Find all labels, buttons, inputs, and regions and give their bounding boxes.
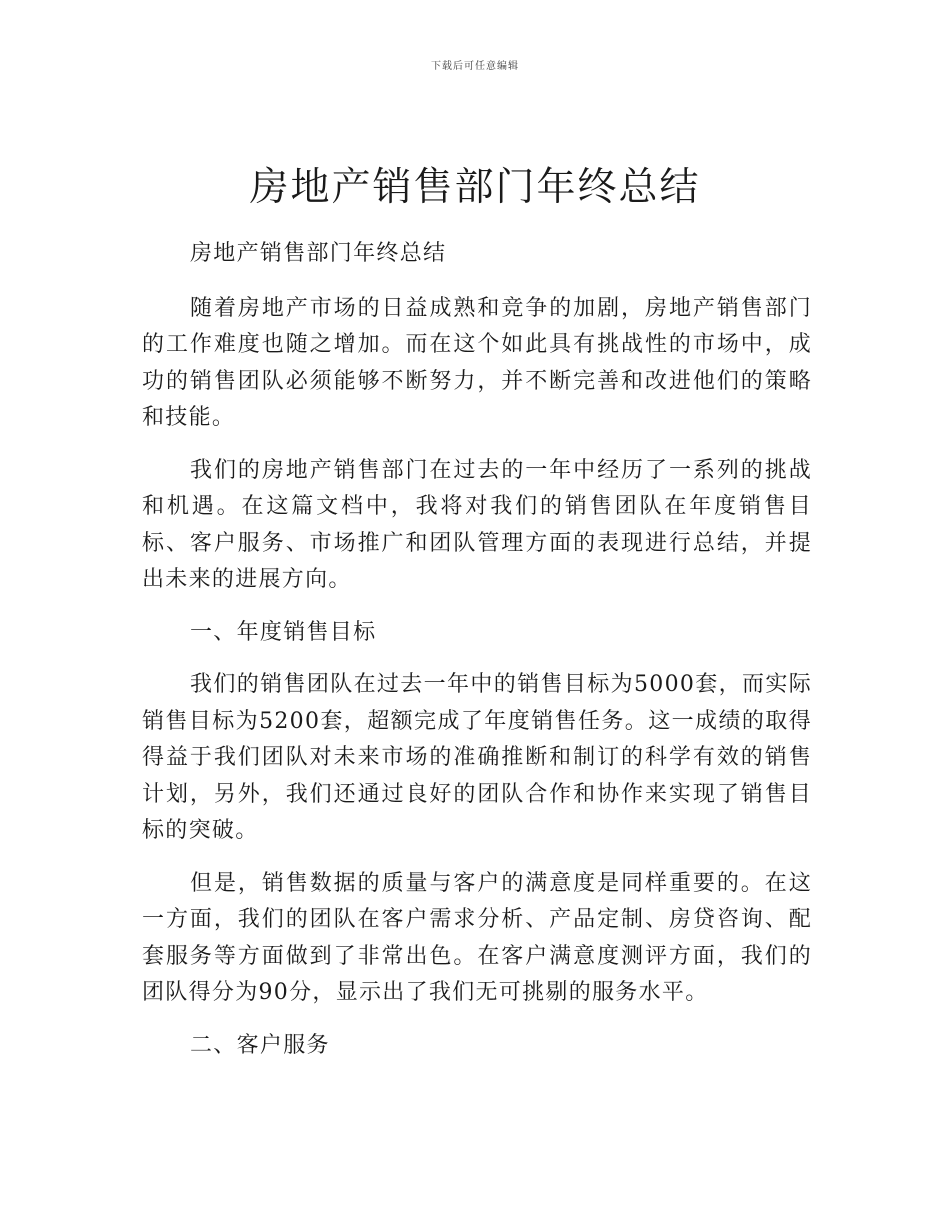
section-heading-customer-service: 二、客户服务 — [190, 1032, 330, 1058]
page-header-note: 下载后可任意编辑 — [431, 61, 519, 72]
subtitle-paragraph: 房地产销售部门年终总结 — [190, 241, 447, 266]
intro-paragraph: 随着房地产市场的日益成熟和竞争的加剧，房地产销售部门的工作难度也随之增加。而在这个如此具有挑战性的市场中，成功的销售团队必须能够不断努力，并不断完善和改进他们的策略和技能。 — [142, 295, 812, 430]
overview-paragraph: 我们的房地产销售部门在过去的一年中经历了一系列的挑战和机遇。在这篇文档中，我将对我们的销售团队在年度销售目标、客户服务、市场推广和团队管理方面的表现进行总结，并提出未来的进展方向。 — [142, 457, 812, 592]
document-body — [142, 236, 812, 1064]
satisfaction-paragraph: 但是，销售数据的质量与客户的满意度是同样重要的。在这一方面，我们的团队在客户需求分析、产品定制、房贷咨询、配套服务等方面做到了非常出色。在客户满意度测评方面，我们的团队得分为90分，显示出了我们无可挑剔的服务水平。 — [142, 870, 812, 1005]
section-heading-annual-target: 一、年度销售目标 — [190, 619, 377, 645]
document-title: 房地产销售部门年终总结 — [249, 165, 701, 210]
sales-target-paragraph: 我们的销售团队在过去一年中的销售目标为5000套，而实际销售目标为5200套，超额完成了年度销售任务。这一成绩的取得得益于我们团队对未来市场的准确推断和制订的科学有效的销售计划，另外，我们还通过良好的团队合作和协作来实现了销售目标的突破。 — [142, 672, 812, 843]
